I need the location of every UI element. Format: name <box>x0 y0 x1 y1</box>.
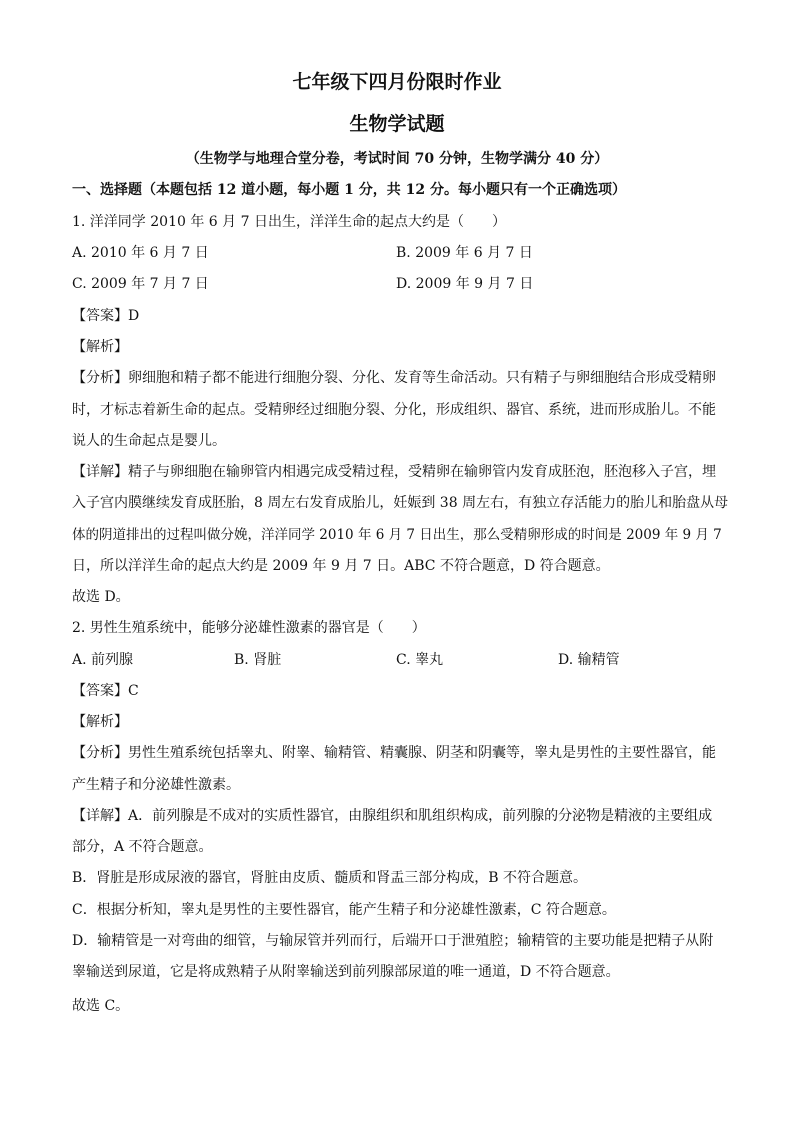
section-heading: 一、选择题（本题包括 12 道小题，每小题 1 分，共 12 分。每小题只有一个正确选项） <box>72 182 626 198</box>
q2-analysis-label: 【解析】 <box>72 714 128 730</box>
q2-detail-line: 【详解】A．前列腺是不成对的实质性器官，由腺组织和肌组织构成，前列腺的分泌物是精液的主要组成 <box>72 808 713 824</box>
q1-detail-line: 体的阴道排出的过程叫做分娩，洋洋同学 2010 年 6 月 7 日出生，那么受精卵形成的时间是 2009 年 9 月 7 <box>72 527 722 543</box>
q2-option-b: B. 肾脏 <box>234 652 282 668</box>
subject-title: 生物学试题 <box>349 113 445 135</box>
q2-detail-line: 睾输送到尿道，它是将成熟精子从附睾输送到前列腺部尿道的唯一通道，D 不符合题意。 <box>72 964 620 980</box>
q2-detail-line: C．根据分析知，睾丸是男性的主要性器官，能产生精子和分泌雄性激素，C 符合题意。 <box>72 902 616 918</box>
q2-option-a: A. 前列腺 <box>72 652 134 668</box>
q1-detail-line: 日，所以洋洋生命的起点大约是 2009 年 9 月 7 日。ABC 不符合题意，D 符合题意。 <box>72 558 610 574</box>
q2-detail-line: D．输精管是一对弯曲的细管，与输尿管并列而行，后端开口于泄殖腔；输精管的主要功能是把精子从附 <box>72 933 714 949</box>
q2-detail-line: 部分，A 不符合题意。 <box>72 839 213 855</box>
q2-answer: 【答案】C <box>72 683 139 699</box>
q2-option-d: D. 输精管 <box>558 652 620 668</box>
q2-analysis-line: 产生精子和分泌雄性激素。 <box>72 777 240 793</box>
q1-option-d: D. 2009 年 9 月 7 日 <box>396 276 534 292</box>
q2-option-c: C. 睾丸 <box>396 652 444 668</box>
exam-title: 七年级下四月份限时作业 <box>292 71 502 93</box>
q1-detail-line: 入子宫内膜继续发育成胚胎，8 周左右发育成胎儿，妊娠到 38 周左右，有独立存活能力的胎儿和胎盘从母 <box>72 495 729 511</box>
q1-stem: 1. 洋洋同学 2010 年 6 月 7 日出生，洋洋生命的起点大约是（ ） <box>72 214 506 230</box>
q1-option-a: A. 2010 年 6 月 7 日 <box>72 245 209 261</box>
q2-conclusion: 故选 C。 <box>72 998 130 1014</box>
q1-analysis-line: 时，才标志着新生命的起点。受精卵经过细胞分裂、分化，形成组织、器官、系统，进而形成胎儿。不能 <box>72 402 716 418</box>
q2-stem: 2. 男性生殖系统中，能够分泌雄性激素的器官是（ ） <box>72 620 426 636</box>
exam-note: （生物学与地理合堂分卷，考试时间 70 分钟，生物学满分 40 分） <box>185 151 609 167</box>
q2-analysis-line: 【分析】男性生殖系统包括睾丸、附睾、输精管、精囊腺、阴茎和阴囊等，睾丸是男性的主要性器官，能 <box>72 745 716 761</box>
q1-analysis-line: 说人的生命起点是婴儿。 <box>72 433 226 449</box>
q2-detail-line: B．肾脏是形成尿液的器官，肾脏由皮质、髓质和肾盂三部分构成，B 不符合题意。 <box>72 870 588 886</box>
q1-analysis-label: 【解析】 <box>72 339 128 355</box>
q1-analysis-line: 【分析】卵细胞和精子都不能进行细胞分裂、分化、发育等生命活动。只有精子与卵细胞结合形成受精卵 <box>72 370 716 386</box>
q1-option-b: B. 2009 年 6 月 7 日 <box>396 245 533 261</box>
q1-conclusion: 故选 D。 <box>72 589 130 605</box>
q1-option-c: C. 2009 年 7 月 7 日 <box>72 276 209 292</box>
q1-detail-line: 【详解】精子与卵细胞在输卵管内相遇完成受精过程，受精卵在输卵管内发育成胚泡，胚泡移入子宫，埋 <box>72 464 716 480</box>
q1-answer: 【答案】D <box>72 308 140 324</box>
